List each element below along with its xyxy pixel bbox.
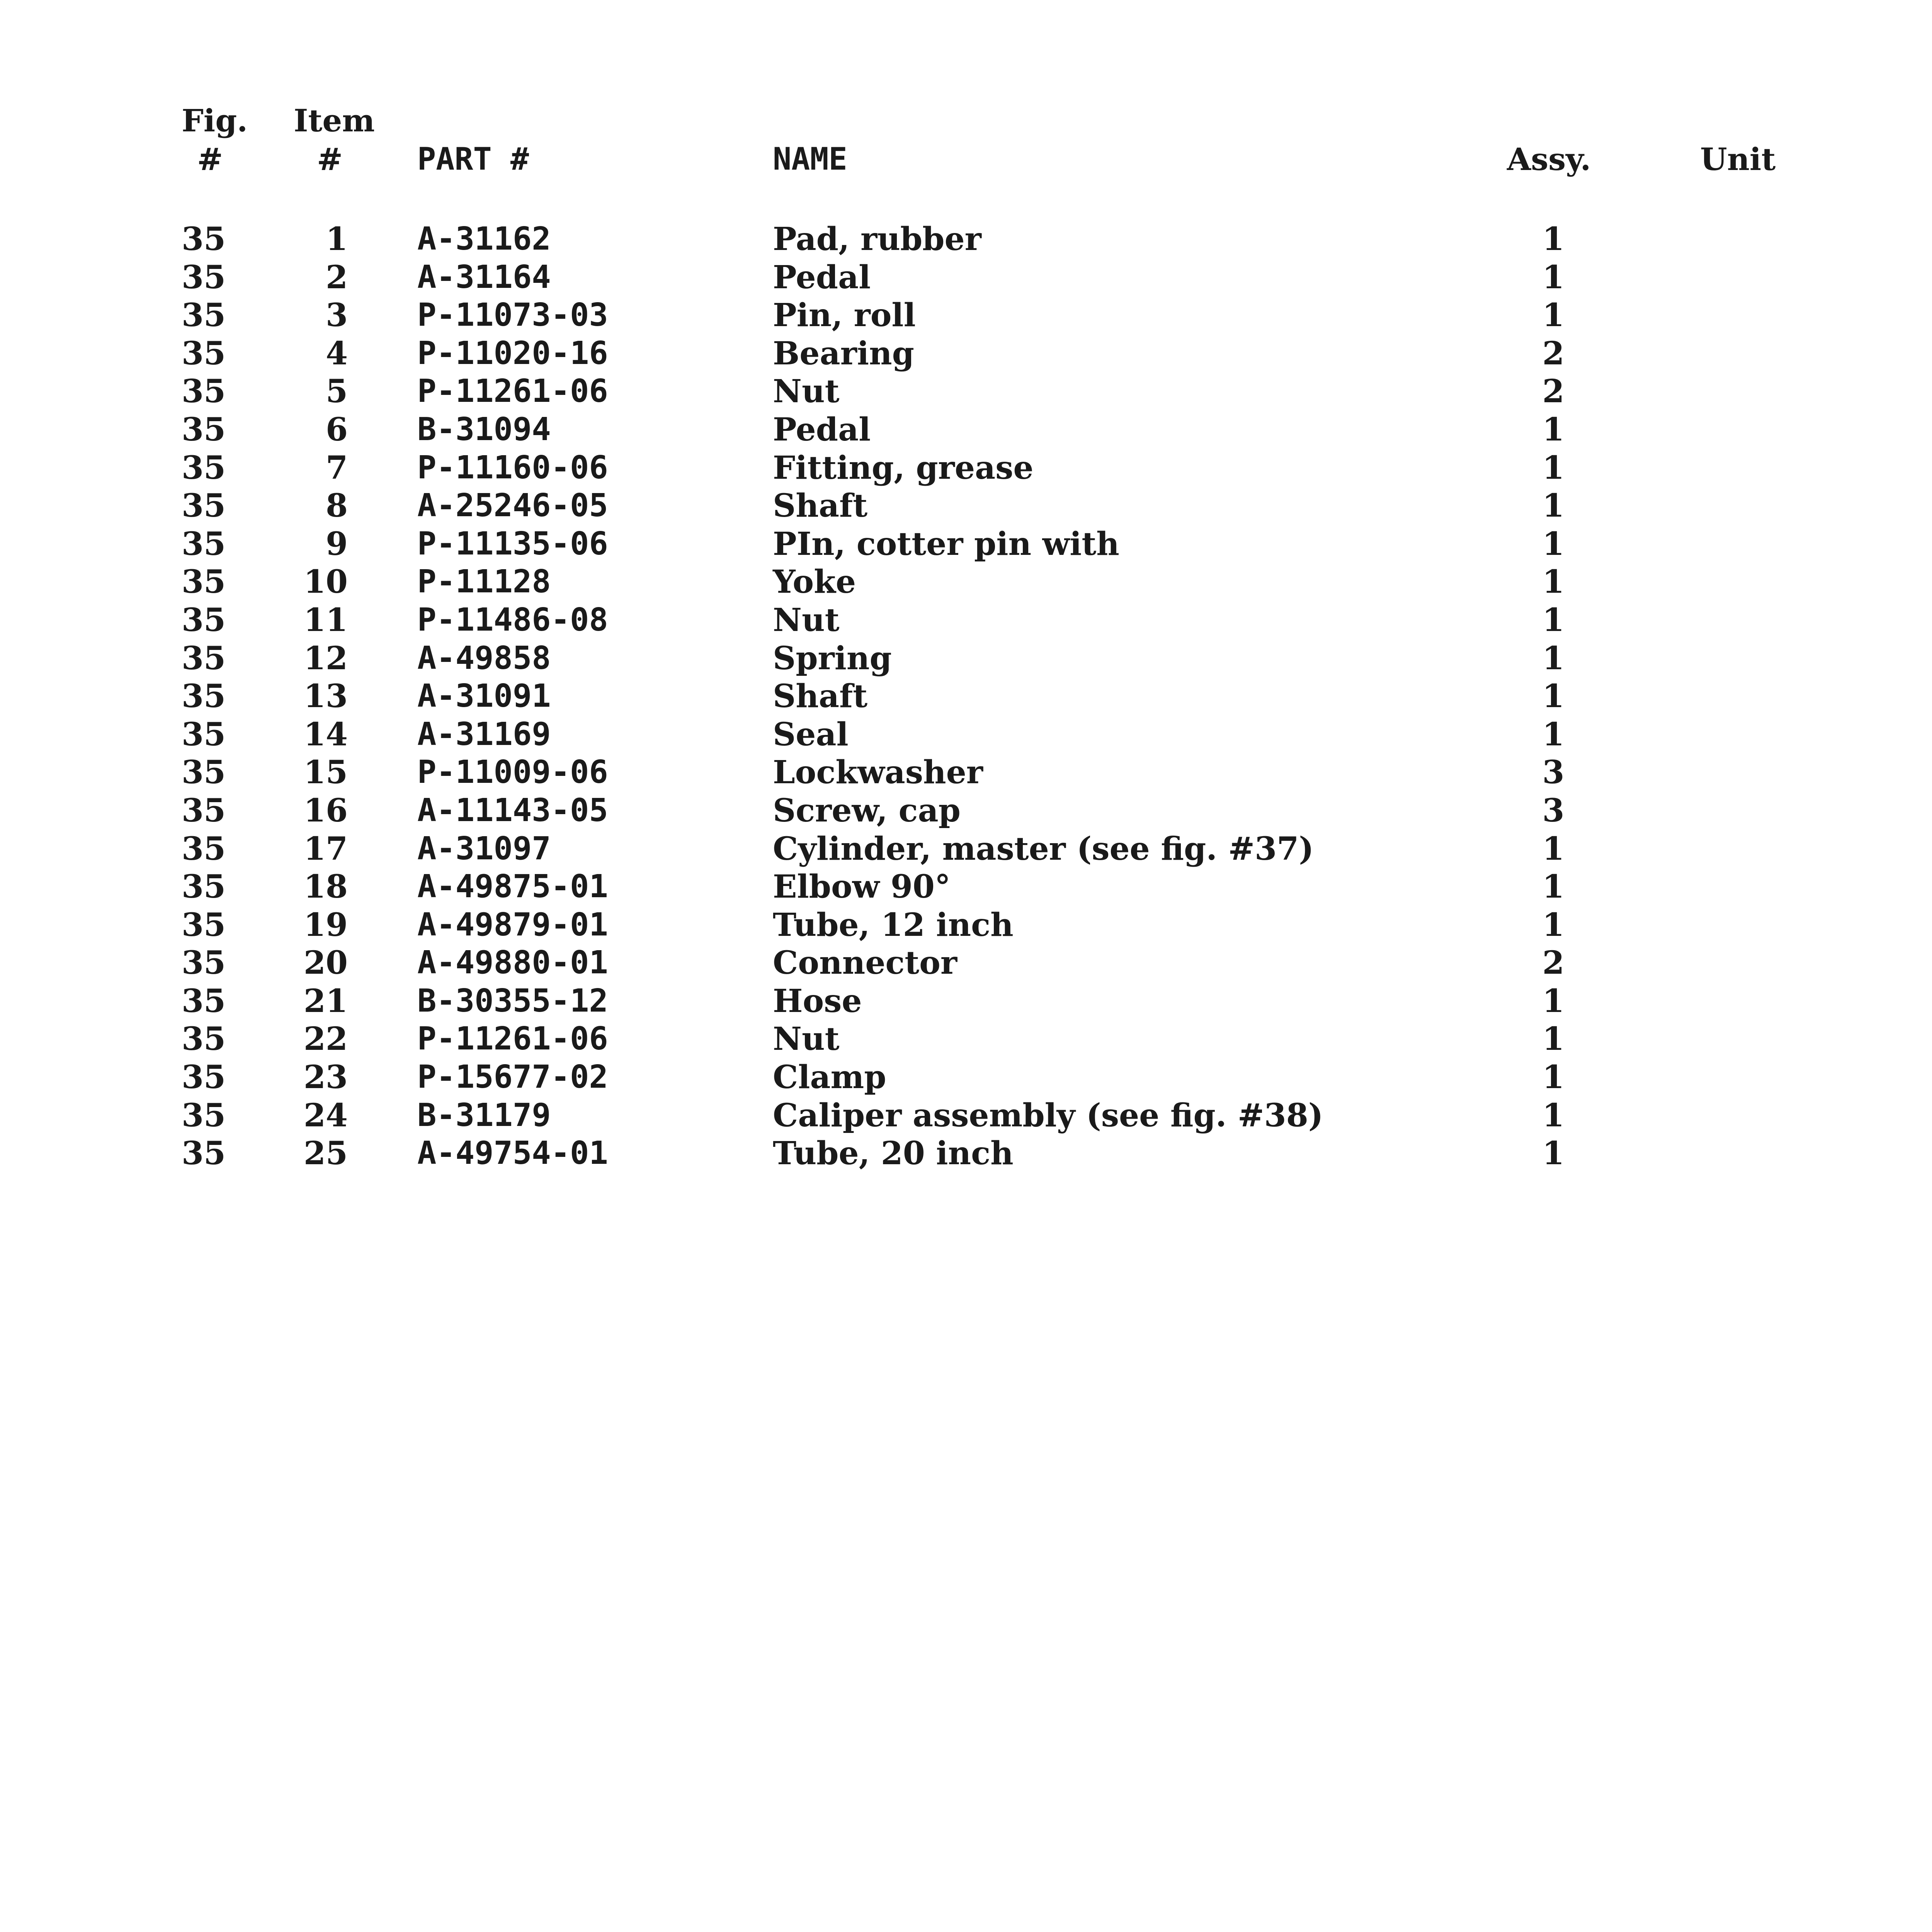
part-number-cell: A-31097: [417, 830, 551, 867]
assy-qty-cell: 1: [1542, 982, 1565, 1020]
fig-cell: 35: [182, 639, 226, 677]
table-row: [0, 601, 1932, 639]
fig-cell: 35: [182, 830, 226, 867]
assy-qty-cell: 2: [1542, 335, 1565, 372]
table-row: [0, 830, 1932, 868]
part-name-cell: Seal: [773, 716, 849, 753]
item-cell: 12: [303, 639, 348, 677]
item-cell: 2: [325, 259, 348, 296]
table-row: [0, 259, 1932, 297]
table-row: [0, 220, 1932, 259]
assy-qty-cell: 1: [1542, 563, 1565, 601]
part-number-cell: A-49858: [417, 639, 551, 677]
part-name-cell: Caliper assembly (see fig. #38): [773, 1097, 1323, 1134]
item-cell: 5: [325, 373, 348, 410]
table-row: [0, 944, 1932, 982]
assy-qty-cell: 1: [1542, 830, 1565, 867]
item-cell: 24: [303, 1097, 348, 1134]
header-item-label: Item: [294, 102, 375, 139]
item-cell: 9: [325, 525, 348, 563]
part-number-cell: B-31094: [417, 411, 551, 448]
fig-cell: 35: [182, 411, 226, 448]
table-row: [0, 335, 1932, 373]
part-number-cell: A-11143-05: [417, 792, 608, 829]
table-row: [0, 296, 1932, 335]
assy-qty-cell: 1: [1542, 601, 1565, 639]
header-line-1: [0, 102, 1932, 141]
part-name-cell: PIn, cotter pin with: [773, 525, 1119, 563]
assy-qty-cell: 1: [1542, 1135, 1565, 1172]
part-number-cell: A-31164: [417, 259, 551, 296]
item-cell: 15: [303, 754, 348, 791]
item-cell: 7: [325, 449, 348, 486]
part-number-cell: P-11486-08: [417, 601, 608, 638]
assy-qty-cell: 1: [1542, 487, 1565, 525]
fig-cell: 35: [182, 1097, 226, 1134]
item-cell: 25: [303, 1135, 348, 1172]
assy-qty-cell: 1: [1542, 1059, 1565, 1096]
fig-cell: 35: [182, 1135, 226, 1172]
table-row: [0, 1020, 1932, 1058]
fig-cell: 35: [182, 944, 226, 982]
item-cell: 19: [303, 906, 348, 944]
fig-cell: 35: [182, 754, 226, 791]
table-row: [0, 1134, 1932, 1173]
fig-cell: 35: [182, 906, 226, 944]
part-name-cell: Tube, 20 inch: [773, 1135, 1014, 1172]
fig-cell: 35: [182, 601, 226, 639]
part-name-cell: Pedal: [773, 259, 871, 296]
item-cell: 8: [325, 487, 348, 525]
part-name-cell: Clamp: [773, 1059, 886, 1096]
assy-qty-cell: 1: [1542, 868, 1565, 906]
item-cell: 20: [303, 944, 348, 982]
part-number-cell: P-15677-02: [417, 1059, 608, 1096]
fig-cell: 35: [182, 335, 226, 372]
part-number-cell: A-25246-05: [417, 487, 608, 524]
part-number-cell: A-31162: [417, 221, 551, 257]
part-number-cell: B-30355-12: [417, 982, 608, 1019]
part-name-cell: Cylinder, master (see fig. #37): [773, 830, 1314, 867]
table-row: [0, 1097, 1932, 1135]
fig-cell: 35: [182, 868, 226, 906]
table-row: [0, 563, 1932, 601]
fig-cell: 35: [182, 792, 226, 829]
header-assy-label: Assy.: [1507, 141, 1591, 177]
item-cell: 14: [303, 716, 348, 753]
part-number-cell: A-49879-01: [417, 906, 608, 943]
part-name-cell: Screw, cap: [773, 792, 961, 829]
assy-qty-cell: 3: [1542, 792, 1565, 829]
part-name-cell: Spring: [773, 639, 892, 677]
assy-qty-cell: 2: [1542, 373, 1565, 410]
assy-qty-cell: 1: [1542, 716, 1565, 753]
part-number-cell: P-11160-06: [417, 449, 608, 486]
part-name-cell: Shaft: [773, 678, 868, 715]
table-row: [0, 677, 1932, 716]
part-number-cell: A-49875-01: [417, 868, 608, 905]
fig-cell: 35: [182, 982, 226, 1020]
part-name-cell: Pin, roll: [773, 297, 916, 334]
part-name-cell: Nut: [773, 373, 840, 410]
assy-qty-cell: 1: [1542, 1020, 1565, 1058]
assy-qty-cell: 1: [1542, 1097, 1565, 1134]
header-line-2: [0, 141, 1932, 180]
part-name-cell: Yoke: [773, 563, 856, 601]
item-cell: 3: [325, 297, 348, 334]
part-name-cell: Elbow 90°: [773, 868, 951, 906]
assy-qty-cell: 1: [1542, 525, 1565, 563]
part-name-cell: Hose: [773, 982, 862, 1020]
fig-cell: 35: [182, 1020, 226, 1058]
assy-qty-cell: 1: [1542, 411, 1565, 448]
item-cell: 1: [325, 221, 348, 258]
table-row: [0, 525, 1932, 563]
table-row: [0, 372, 1932, 411]
part-number-cell: P-11009-06: [417, 754, 608, 791]
parts-table-body: [0, 220, 1932, 1173]
part-number-cell: A-31169: [417, 716, 551, 753]
part-name-cell: Shaft: [773, 487, 868, 525]
table-row: [0, 868, 1932, 906]
part-name-cell: Pad, rubber: [773, 221, 981, 258]
assy-qty-cell: 2: [1542, 944, 1565, 982]
item-cell: 21: [303, 982, 348, 1020]
item-cell: 13: [303, 678, 348, 715]
header-name-label: NAME: [773, 141, 847, 177]
header-fig-label: Fig.: [182, 102, 248, 139]
header-unit-label: Unit: [1700, 141, 1776, 177]
part-name-cell: Bearing: [773, 335, 914, 372]
fig-cell: 35: [182, 297, 226, 334]
assy-qty-cell: 1: [1542, 678, 1565, 715]
fig-cell: 35: [182, 525, 226, 563]
item-cell: 6: [325, 411, 348, 448]
part-name-cell: Fitting, grease: [773, 449, 1034, 486]
assy-qty-cell: 1: [1542, 221, 1565, 258]
header-item-hash: #: [317, 141, 343, 177]
fig-cell: 35: [182, 563, 226, 601]
table-row: [0, 449, 1932, 487]
assy-qty-cell: 1: [1542, 297, 1565, 334]
part-number-cell: A-49880-01: [417, 944, 608, 981]
part-number-cell: P-11261-06: [417, 1020, 608, 1058]
part-number-cell: P-11020-16: [417, 335, 608, 372]
table-row: [0, 753, 1932, 792]
table-row: [0, 1058, 1932, 1097]
fig-cell: 35: [182, 716, 226, 753]
part-number-cell: P-11135-06: [417, 525, 608, 562]
assy-qty-cell: 1: [1542, 259, 1565, 296]
part-number-cell: P-11073-03: [417, 297, 608, 334]
item-cell: 23: [303, 1059, 348, 1096]
part-name-cell: Tube, 12 inch: [773, 906, 1014, 944]
item-cell: 4: [325, 335, 348, 372]
table-row: [0, 792, 1932, 830]
item-cell: 16: [303, 792, 348, 829]
fig-cell: 35: [182, 449, 226, 486]
fig-cell: 35: [182, 1059, 226, 1096]
fig-cell: 35: [182, 487, 226, 525]
item-cell: 17: [303, 830, 348, 867]
part-name-cell: Connector: [773, 944, 957, 982]
header-fig-hash: #: [197, 141, 223, 177]
assy-qty-cell: 3: [1542, 754, 1565, 791]
assy-qty-cell: 1: [1542, 639, 1565, 677]
part-name-cell: Pedal: [773, 411, 871, 448]
part-name-cell: Nut: [773, 1020, 840, 1058]
item-cell: 11: [303, 601, 348, 639]
table-row: [0, 487, 1932, 525]
part-number-cell: B-31179: [417, 1097, 551, 1134]
fig-cell: 35: [182, 221, 226, 258]
fig-cell: 35: [182, 678, 226, 715]
fig-cell: 35: [182, 373, 226, 410]
part-number-cell: P-11128: [417, 563, 551, 600]
table-row: [0, 906, 1932, 944]
part-number-cell: P-11261-06: [417, 373, 608, 410]
part-number-cell: A-49754-01: [417, 1135, 608, 1172]
part-number-cell: A-31091: [417, 678, 551, 715]
part-name-cell: Lockwasher: [773, 754, 983, 791]
item-cell: 10: [303, 563, 348, 601]
assy-qty-cell: 1: [1542, 449, 1565, 486]
header-part-label: PART #: [417, 141, 529, 177]
table-row: [0, 716, 1932, 754]
table-row: [0, 982, 1932, 1020]
table-row: [0, 411, 1932, 449]
item-cell: 18: [303, 868, 348, 906]
fig-cell: 35: [182, 259, 226, 296]
assy-qty-cell: 1: [1542, 906, 1565, 944]
item-cell: 22: [303, 1020, 348, 1058]
part-name-cell: Nut: [773, 601, 840, 639]
table-row: [0, 639, 1932, 678]
